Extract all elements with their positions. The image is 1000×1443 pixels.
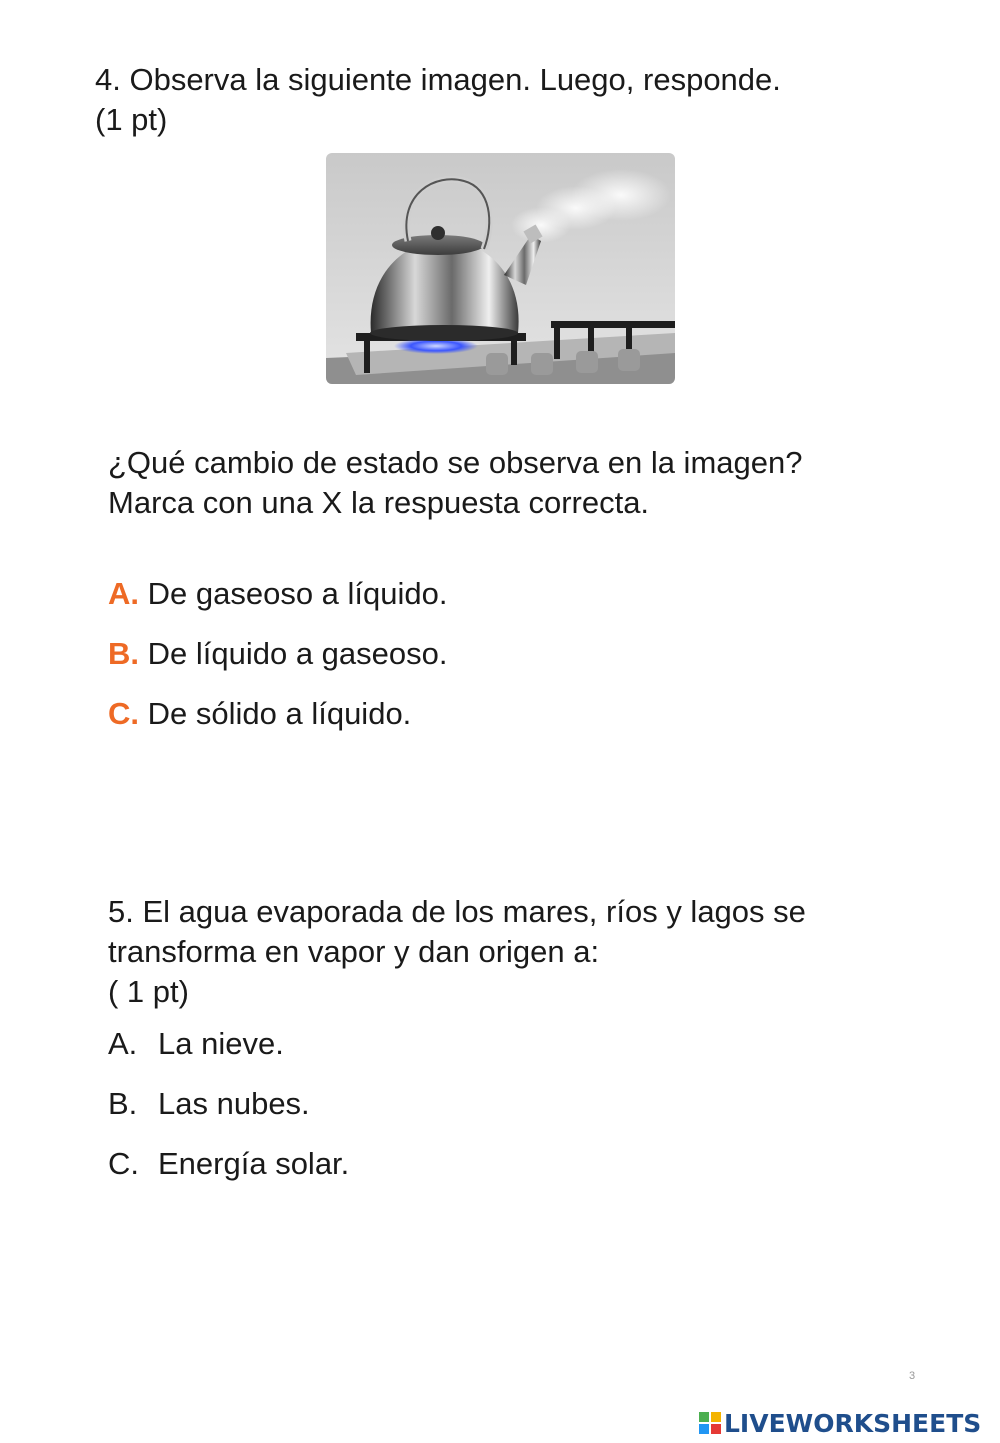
question-5-points: ( 1 pt) bbox=[108, 974, 189, 1009]
liveworksheets-logo[interactable] bbox=[698, 1405, 981, 1441]
option-text: De líquido a gaseoso. bbox=[147, 636, 448, 671]
option-letter: C. bbox=[108, 696, 139, 731]
option-text: De sólido a líquido. bbox=[147, 696, 412, 731]
option-text: Energía solar. bbox=[158, 1146, 350, 1181]
question-4-prompt bbox=[108, 443, 802, 523]
question-4-option-b[interactable] bbox=[108, 634, 448, 674]
option-text: De gaseoso a líquido. bbox=[147, 576, 448, 611]
option-letter: A. bbox=[108, 1026, 138, 1061]
question-5-option-b[interactable] bbox=[108, 1084, 310, 1124]
liveworksheets-icon bbox=[698, 1411, 722, 1435]
question-4-heading bbox=[95, 60, 781, 140]
option-text: La nieve. bbox=[158, 1026, 284, 1061]
option-letter: A. bbox=[108, 576, 139, 611]
question-4-points: (1 pt) bbox=[95, 102, 168, 137]
question-4-prompt-line-1: ¿Qué cambio de estado se observa en la imagen? bbox=[108, 445, 803, 480]
question-5-option-a[interactable] bbox=[108, 1024, 284, 1064]
option-letter: B. bbox=[108, 636, 139, 671]
option-text: Las nubes. bbox=[158, 1086, 310, 1121]
question-5-line-1: 5. El agua evaporada de los mares, ríos y lagos se bbox=[108, 894, 806, 929]
question-4-option-c[interactable] bbox=[108, 694, 411, 734]
question-4-line-1: 4. Observa la siguiente imagen. Luego, responde. bbox=[95, 62, 781, 97]
page-number: 3 bbox=[909, 1370, 916, 1382]
question-5-line-2: transforma en vapor y dan origen a: bbox=[108, 934, 600, 969]
option-letter: B. bbox=[108, 1086, 138, 1121]
question-5-heading bbox=[108, 892, 806, 1012]
question-5-option-c[interactable] bbox=[108, 1144, 349, 1184]
question-4-prompt-line-2: Marca con una X la respuesta correcta. bbox=[108, 485, 650, 520]
kettle-stove-photo bbox=[326, 153, 675, 384]
option-letter: C. bbox=[108, 1146, 139, 1181]
question-4-option-a[interactable] bbox=[108, 574, 448, 614]
brand-name: LIVEWORKSHEETS bbox=[724, 1408, 982, 1438]
